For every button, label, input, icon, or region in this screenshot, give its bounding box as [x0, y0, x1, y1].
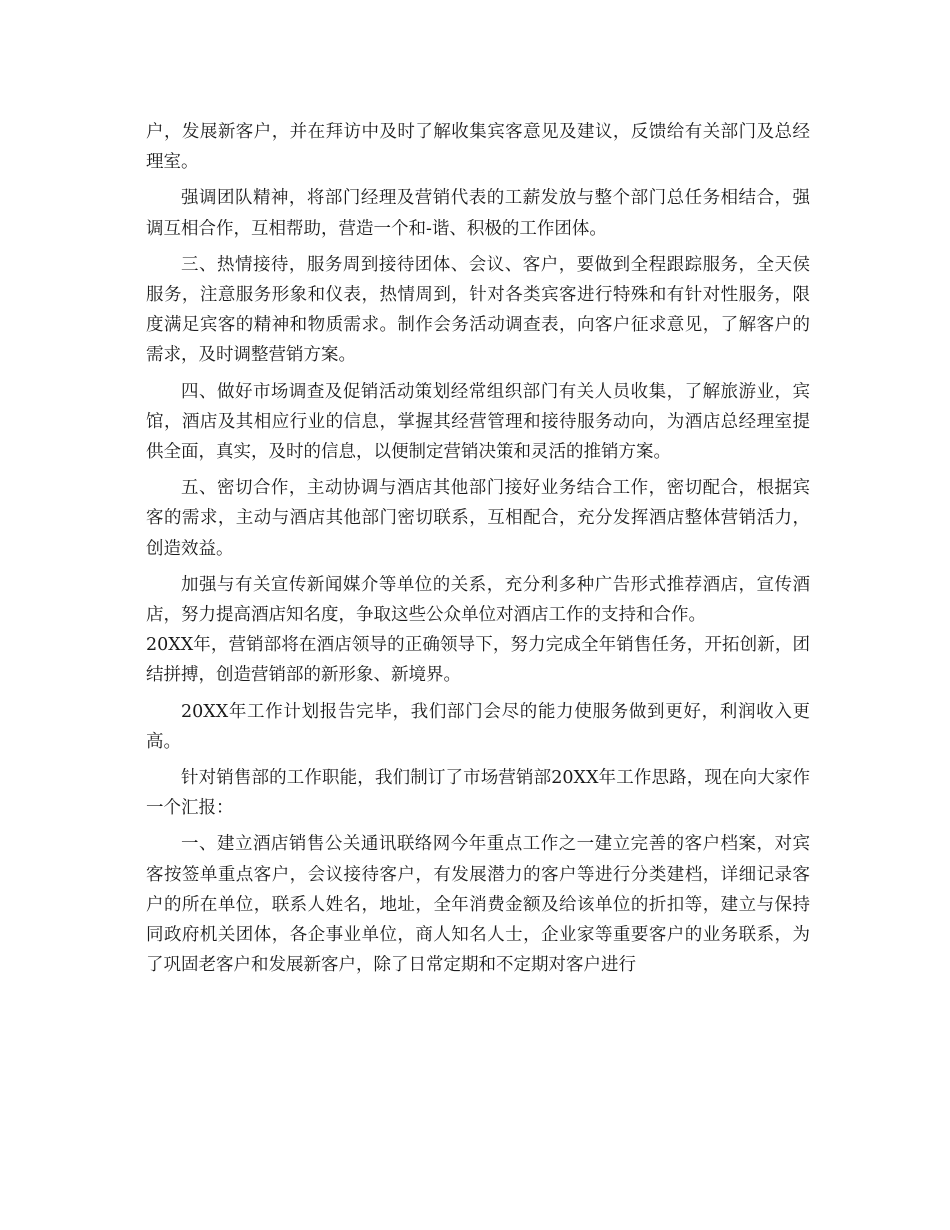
paragraph-market-research: 四、做好市场调查及促销活动策划经常组织部门有关人员收集，了解旅游业，宾馆，酒店及其相应行业的信息，掌握其经营管理和接待服务动向，为酒店总经理室提供全面，真实，及时的信息，以便制定营销决策和灵活的推销方案。: [146, 381, 810, 463]
paragraph-reception: 三、热情接待，服务周到接待团体、会议、客户，要做到全程跟踪服务，全天侯服务，注意服务形象和仪表，热情周到，针对各类宾客进行特殊和有针对性服务，限度满足宾客的精神和物质需求。制作会务活动调查表，向客户征求意见，了解客户的需求，及时调整营销方案。: [146, 254, 810, 366]
paragraph-plan-complete: 20XX年工作计划报告完毕，我们部门会尽的能力使服务做到更好，利润收入更高。: [146, 701, 810, 752]
paragraph-media-relations: 加强与有关宣传新闻媒介等单位的关系，充分利多种广告形式推荐酒店，宣传酒店，努力提高酒店知名度，争取这些公众单位对酒店工作的支持和合作。: [146, 574, 810, 626]
paragraph-annual-goal: 20XX年，营销部将在酒店领导的正确领导下，努力完成全年销售任务，开拓创新，团结拼搏，创造营销部的新形象、新境界。: [146, 635, 810, 686]
document-body: [146, 117, 810, 986]
paragraph-contact-network: 一、建立酒店销售公关通讯联络网今年重点工作之一建立完善的客户档案，对宾客按签单重点客户，会议接待客户，有发展潜力的客户等进行分类建档，详细记录客户的所在单位，联系人姓名，地址，全年消费金额及给该单位的折扣等，建立与保持同政府机关团体，各企事业单位，商人知名人士，企业家等重要客户的业务联系，为了巩固老客户和发展新客户，除了日常定期和不定期对客户进行: [146, 834, 810, 976]
paragraph-continuation: 户，发展新客户，并在拜访中及时了解收集宾客意见及建议，反馈给有关部门及总经理室。: [146, 122, 810, 173]
paragraph-work-ideas: 针对销售部的工作职能，我们制订了市场营销部20XX年工作思路，现在向大家作一个汇报：: [146, 768, 810, 819]
paragraph-team-spirit: 强调团队精神，将部门经理及营销代表的工薪发放与整个部门总任务相结合，强调互相合作，互相帮助，营造一个和-谐、积极的工作团体。: [146, 188, 810, 239]
paragraph-cooperation: 五、密切合作，主动协调与酒店其他部门接好业务结合工作，密切配合，根据宾客的需求，主动与酒店其他部门密切联系，互相配合，充分发挥酒店整体营销活力，创造效益。: [146, 478, 810, 559]
